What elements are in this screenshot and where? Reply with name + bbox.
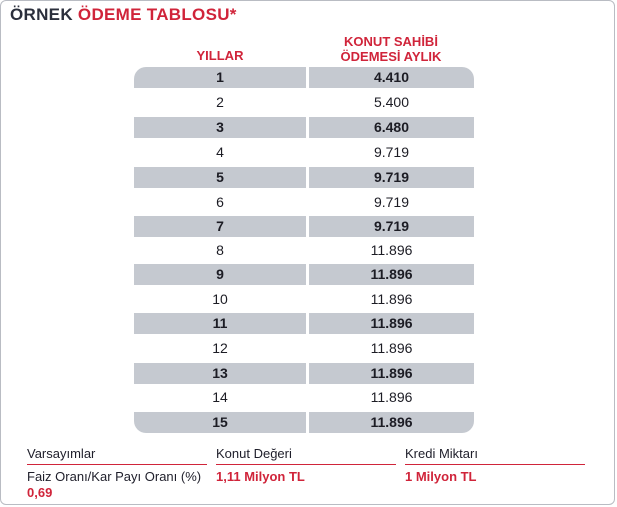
column-header-years: YILLAR bbox=[196, 48, 244, 63]
payment-cell: 9.719 bbox=[309, 216, 474, 237]
year-cell: 9 bbox=[134, 264, 306, 285]
table-row bbox=[134, 67, 474, 88]
year-cell: 3 bbox=[134, 117, 306, 138]
column-header-payment bbox=[309, 34, 473, 64]
table-row bbox=[134, 142, 474, 163]
table-row bbox=[134, 240, 474, 261]
table-row bbox=[134, 289, 474, 310]
year-cell: 2 bbox=[216, 94, 224, 110]
property-value-label: Konut Değeri bbox=[216, 446, 292, 461]
payment-cell: 4.410 bbox=[309, 67, 474, 88]
year-cell: 14 bbox=[212, 389, 228, 405]
year-cell: 13 bbox=[134, 363, 306, 384]
divider-line bbox=[27, 464, 207, 465]
year-cell: 4 bbox=[216, 144, 224, 160]
table-row bbox=[134, 92, 474, 113]
payment-cell: 11.896 bbox=[370, 389, 413, 405]
payment-cell: 11.896 bbox=[370, 340, 413, 356]
interest-rate-value: 0,69 bbox=[27, 485, 53, 500]
payment-cell: 11.896 bbox=[370, 242, 413, 258]
table-row bbox=[134, 167, 474, 188]
loan-amount-value: 1 Milyon TL bbox=[405, 469, 477, 484]
payment-cell: 9.719 bbox=[309, 167, 474, 188]
year-cell: 7 bbox=[134, 216, 306, 237]
payment-cell: 5.400 bbox=[373, 94, 410, 110]
table-row bbox=[134, 387, 474, 408]
page-title bbox=[10, 5, 237, 25]
payment-cell: 11.896 bbox=[309, 412, 474, 433]
table-row bbox=[134, 192, 474, 213]
year-cell: 12 bbox=[212, 340, 228, 356]
divider-line bbox=[216, 464, 396, 465]
table-row bbox=[134, 216, 474, 237]
table-row bbox=[134, 313, 474, 334]
payment-cell: 11.896 bbox=[309, 313, 474, 334]
year-cell: 6 bbox=[216, 194, 224, 210]
year-cell: 10 bbox=[212, 291, 228, 307]
interest-rate-label: Faiz Oranı/Kar Payı Oranı (%) bbox=[27, 469, 202, 484]
payment-cell: 6.480 bbox=[309, 117, 474, 138]
year-cell: 1 bbox=[134, 67, 306, 88]
payment-cell: 11.896 bbox=[370, 291, 413, 307]
year-cell: 5 bbox=[134, 167, 306, 188]
year-cell: 8 bbox=[216, 242, 224, 258]
year-cell: 11 bbox=[134, 313, 306, 334]
title-part-2: ÖDEME TABLOSU* bbox=[77, 5, 237, 24]
title-part-1: ÖRNEK bbox=[10, 5, 78, 24]
column-header-payment-line-2: ÖDEMESİ AYLIK bbox=[340, 49, 442, 64]
payment-cell: 11.896 bbox=[309, 264, 474, 285]
payment-cell: 9.719 bbox=[373, 144, 410, 160]
assumptions-heading: Varsayımlar bbox=[27, 446, 96, 461]
divider-line bbox=[405, 464, 585, 465]
loan-amount-label: Kredi Miktarı bbox=[405, 446, 478, 461]
table-row bbox=[134, 338, 474, 359]
table-row bbox=[134, 264, 474, 285]
table-row bbox=[134, 363, 474, 384]
payment-cell: 9.719 bbox=[373, 194, 410, 210]
column-header-payment-line-1: KONUT SAHİBİ bbox=[344, 34, 438, 49]
payment-cell: 11.896 bbox=[309, 363, 474, 384]
property-value: 1,11 Milyon TL bbox=[216, 469, 305, 484]
table-row bbox=[134, 117, 474, 138]
year-cell: 15 bbox=[134, 412, 306, 433]
table-row bbox=[134, 412, 474, 433]
